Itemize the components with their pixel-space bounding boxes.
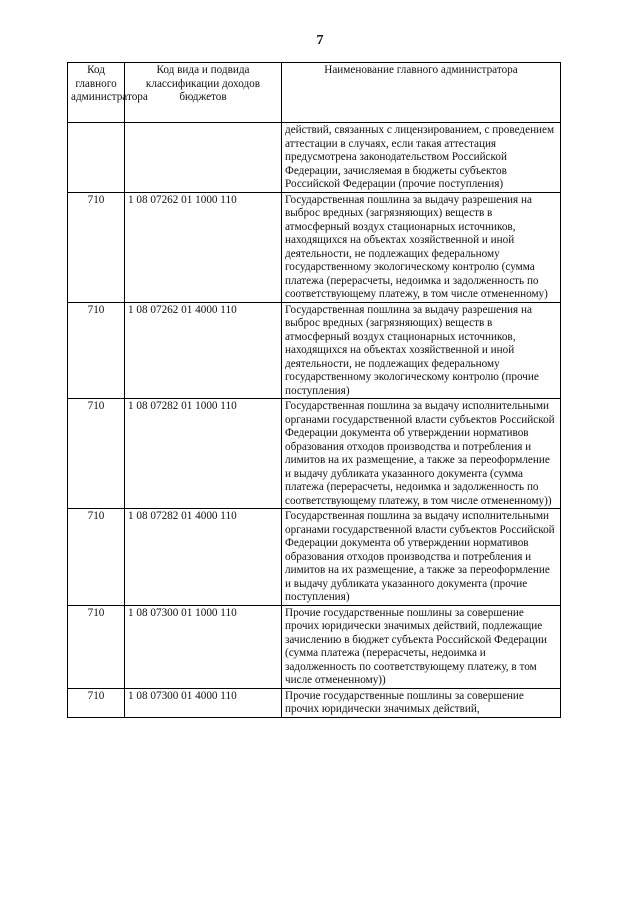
cell-name: Государственная пошлина за выдачу разрешения на выброс вредных (загрязняющих) веществ в атмосферный воздух стационарных источников, находящихся на объектах хозяйственной и иной деятельности, не подлежащих федеральному государственному экологическому контролю (прочие поступления) [282, 302, 561, 399]
table-row [68, 192, 561, 302]
cell-name: Государственная пошлина за выдачу исполнительными органами государственной власти субъектов Российской Федерации документа об утверждении нормативов образования отходов производства и потребления и лимитов на их размещение, а также за переоформление и выдачу дубликата указанного документа (сумма платежа (перерасчеты, недоимка и задолженность по соответствующему платежу, в том числе отмененному)) [282, 399, 561, 509]
cell-name: действий, связанных с лицензированием, с проведением аттестации в случаях, если такая аттестация предусмотрена законодательством Российской Федерации, зачисляемая в бюджеты субъектов Российской Федерации (прочие поступления) [282, 123, 561, 193]
cell-class-code: 1 08 07300 01 4000 110 [125, 688, 282, 717]
cell-admin-code: 710 [68, 399, 125, 509]
revenue-codes-table [67, 62, 561, 718]
table-row [68, 302, 561, 399]
cell-admin-code [68, 123, 125, 193]
cell-class-code [125, 123, 282, 193]
cell-admin-code: 710 [68, 192, 125, 302]
cell-admin-code: 710 [68, 688, 125, 717]
table-row [68, 688, 561, 717]
cell-name: Прочие государственные пошлины за совершение прочих юридически значимых действий, подлежащие зачислению в бюджет субъекта Российской Федерации (сумма платежа (перерасчеты, недоимка и задолженность по соответствующему платежу, в том числе отмененному)) [282, 605, 561, 688]
header-admin-code: Код главного администратора [68, 63, 125, 123]
table-row [68, 605, 561, 688]
table-header-row [68, 63, 561, 123]
cell-class-code: 1 08 07300 01 1000 110 [125, 605, 282, 688]
cell-name: Государственная пошлина за выдачу исполнительными органами государственной власти субъектов Российской Федерации документа об утверждении нормативов образования отходов производства и потребления и лимитов на их размещение, а также за переоформление и выдачу дубликата указанного документа (прочие поступления) [282, 509, 561, 606]
cell-class-code: 1 08 07282 01 1000 110 [125, 399, 282, 509]
cell-class-code: 1 08 07262 01 1000 110 [125, 192, 282, 302]
cell-admin-code: 710 [68, 302, 125, 399]
table-row [68, 509, 561, 606]
cell-name: Прочие государственные пошлины за совершение прочих юридически значимых действий, [282, 688, 561, 717]
page-number: 7 [316, 33, 324, 48]
table-row [68, 123, 561, 193]
header-name: Наименование главного администратора [282, 63, 561, 123]
cell-admin-code: 710 [68, 605, 125, 688]
cell-admin-code: 710 [68, 509, 125, 606]
header-class-code: Код вида и подвида классификации доходов бюджетов [125, 63, 282, 123]
cell-class-code: 1 08 07262 01 4000 110 [125, 302, 282, 399]
table-row [68, 399, 561, 509]
cell-class-code: 1 08 07282 01 4000 110 [125, 509, 282, 606]
cell-name: Государственная пошлина за выдачу разрешения на выброс вредных (загрязняющих) веществ в атмосферный воздух стационарных источников, находящихся на объектах хозяйственной и иной деятельности, не подлежащих федеральному государственному экологическому контролю (сумма платежа (перерасчеты, недоимка и задолженность по соответствующему платежу, в том числе отмененному) [282, 192, 561, 302]
